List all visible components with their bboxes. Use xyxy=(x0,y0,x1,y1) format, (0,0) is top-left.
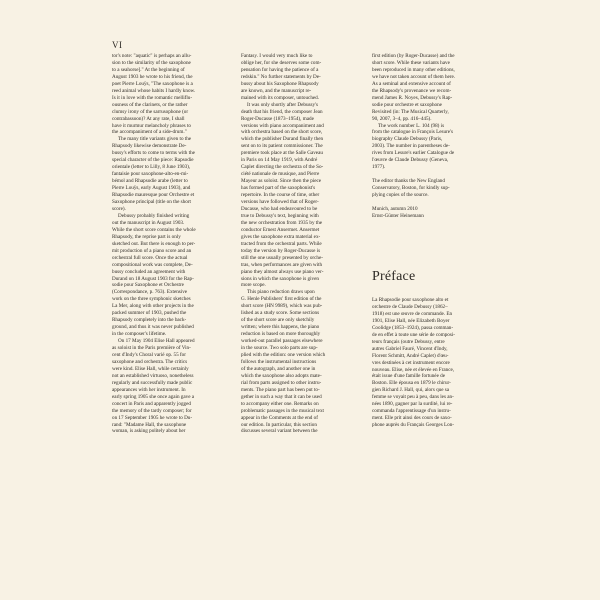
column-2 xyxy=(241,53,356,435)
paragraph: It was only shortly after Debussy's death that his friend, the composer Jean Roger-Ducasse (1873–1954), made versions with piano accompaniment and with orchestra based on the short score, which the publisher Durand finally then sent on to its patient commissioner. The premiere took place at the Salle Gaveau in Paris on 14 May 1919, with André Caplet directing the orchestra of the So- ciété nationale de musique, and Pierre Mayeur as soloist. Since then the piece has formed part of the saxophonist's repertoire. In the course of time, other versions have followed that of Roger- Ducasse, who had endeavoured to be true to Debussy's text, beginning with the new orchestration from 1935 by the conductor Ernest Ansermet. Ansermet gives the saxophone extra material ex- tracted from the orchestral parts. While today the version by Roger-Ducasse is still the one usually presented by orche- tras, when performances are given with piano they almost always use piano ver- sions in which the saxophone is given more scope. xyxy=(241,101,324,289)
paragraph: tor's note: "aquatic" is perhaps an allu- sion to the similarity of the saxophone to a seahorse]." At the beginning of August 1903 he wrote to his friend, the poet Pierre Louÿs, "The saxophone is a reed animal whose habits I hardly know. Is it in love with the romantic melliflu- ousness of the clarinets, or the rather clumsy irony of the sarrusophone (or contrabassoon)? At any rate, I shall have it murmur melancholy phrases to the accompaniment of a side-drum." xyxy=(112,53,196,136)
section-heading-preface: Préface xyxy=(372,269,416,284)
paragraph: The many title variants given to the Rhapsody likewise demonstrate De- bussy's efforts to come to terms with the special character of the piece: Rapsodie orientale (letter to Lilly, 8 June 1903), fantaisie pour saxophone-alto-en-mi- bémol and Rhapsodie arabe (letter to Pierre Louÿs, early August 1903), and Rhapsodie mauresque pour Orchestre et Saxophone principal (title on the short score). xyxy=(112,136,195,212)
paragraph: Debussy probably finished writing out the manuscript in August 1903. While the short score contains the whole Rhapsody, the reprise part is only sketched out. But there is enough to per- mit production of a piano score and an orchestral full score. Once the actual compositional work was complete, De- bussy concluded an agreement with Durand on 18 August 1903 for the Rap- sodie pour Saxophone et Orchestre (Correspondance, p. 763). Extensive work on the three symphonic sketches La Mer, along with other projects in the packed summer of 1903, pushed the Rhapsody completely into the back- ground, and thus it was never published in the composer's lifetime. xyxy=(112,212,196,338)
paragraph: La Rhapsodie pour saxophone alto et orchestre de Claude Debussy (1862– 1918) est une œuvre de commande. En 1901, Elise Hall, née Elizabeth Boyer Coolidge (1853–1924), passa comman- de en effet à toute une série de composi- teurs français (outre Debussy, entre autres Gabriel Fauré, Vincent d'Indy, Florent Schmitt, André Caplet) d'œu- vres destinées à cet instrument encore nouveau. Elise, née et élevée en France, était issue d'une famille fortunée de Boston. Elle épousa en 1879 le chirur- gien Richard J. Hall, qui, alors que sa femme se voyait peu à peu, dans les an- nées 1890, gagner par la surdité, lui re- commanda l'apprentissage d'un instru- ment. Elle prit ainsi des cours de saxo- phone auprès du Français Georges Lon- xyxy=(372,297,455,429)
paragraph: The work number L. 104 (98) is from the catalogue in François Lesure's biography Claude Debussy (Paris, 2003). The number in parentheses de- rives from Lesure's earlier Catalogue de l'œuvre de Claude Debussy (Geneva, 1977). xyxy=(372,122,455,171)
column-3-preface-text xyxy=(372,297,487,429)
page-number: VI xyxy=(112,40,123,50)
column-1 xyxy=(112,53,227,435)
paragraph: The editor thanks the New England Conservatory, Boston, for kindly sup- plying copies of the source. xyxy=(372,178,450,199)
paragraph: This piano reduction draws upon G. Henle Publishers' first edition of the short score (HN 9989), which was pub- lished as a study score. Some sections of the short score are only sketchily written; where this happens, the piano reduction is based on more thoroughly worked-out parallel passages elsewhere in the source. Two solo parts are sup- plied with the edition: one version which follows the instrumental instructions of the autograph, and another one in which the saxophone also adopts mate- rial from parts assigned to other instru- ments. The piano part has been put to- gether in such a way that it can be used to accompany either one. Remarks on problematic passages in the musical text appear in the Comments at the end of our edition. In particular, this section discusses several variant between the xyxy=(241,289,326,435)
signature-block: Munich, autumn 2010 Ernst-Günter Heinemann xyxy=(372,206,424,220)
column-3 xyxy=(372,53,487,220)
paragraph: Fantasy. I would very much like to oblige her, for she deserves some com- pensation for having the patience of a redskin." No further statements by De- bussy about his Saxophone Rhapsody are known, and the manuscript re- mained with its composer, untouched. xyxy=(241,53,322,101)
paragraph: On 17 May 1904 Elise Hall appeared as soloist in the Paris première of Vin- cent d'Indy's Choral varié op. 55 for saxophone and orchestra. The critics were kind. Elise Hall, while certainly not an established virtuoso, nonetheless regularly and successfully made public appearances with her instrument. In early spring 1905 she once again gave a concert in Paris and apparently jogged the memory of the tardy composer; for on 17 September 1905 he wrote to Du- rand: "Madame Hall, the saxophone woman, is asking politely about her xyxy=(112,338,195,435)
paragraph: first edition (by Roger-Ducasse) and the short score. While these variants have been reproduced in many other editions, we have not taken account of them here. As a seminal and extensive account of the Rhapsody's provenance we recom- mend James R. Noyes, Debussy's Rap- sodie pour orchestre et saxophone Revisited (in: The Musical Quarterly, 90, 2007, 3–4, pp. 416–445). xyxy=(372,53,456,122)
